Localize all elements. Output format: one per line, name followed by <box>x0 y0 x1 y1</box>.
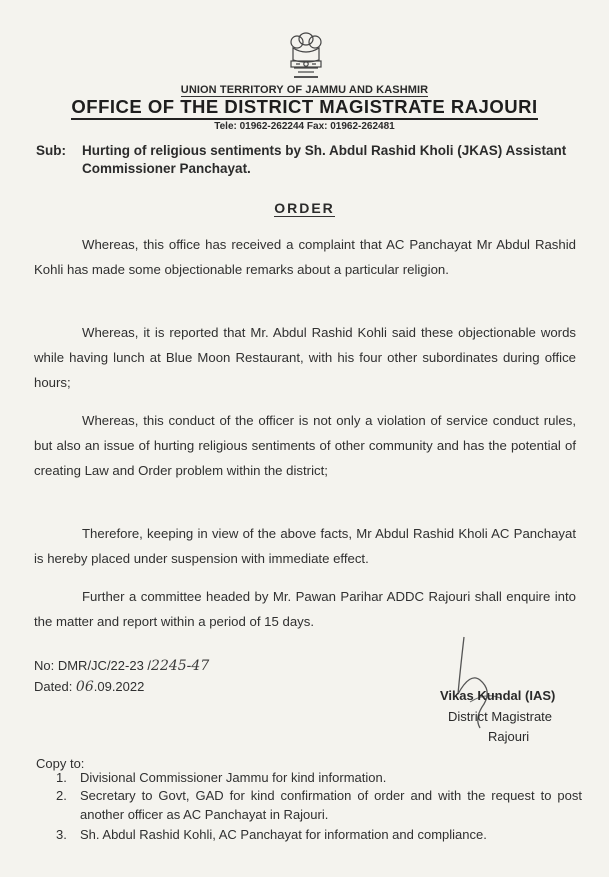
order-heading: ORDER <box>274 200 335 216</box>
signatory-designation: District Magistrate <box>448 709 553 724</box>
paragraph-report: Whereas, it is reported that Mr. Abdul Rashid Kohli said these objectionable words while having lunch at Blue Moon Restaurant, with his four other subordinates during office hours; <box>34 325 576 390</box>
signatory-name: Vikas Kundal (IAS) <box>440 688 556 703</box>
handwritten-day: 06 <box>75 679 94 695</box>
signature-mark <box>440 632 520 742</box>
office-title: OFFICE OF THE DISTRICT MAGISTRATE RAJOURI <box>0 96 609 118</box>
paragraph-conduct: Whereas, this conduct of the officer is not only a violation of service conduct rules, but also an issue of hurting religious sentiments of other community and has the potential of creating Law and Order problem within the district; <box>34 413 576 478</box>
signatory-place: Rajouri <box>488 729 530 744</box>
handwritten-number: 2245-47 <box>151 658 210 674</box>
subject-label: Sub: <box>36 143 66 158</box>
union-territory-line: UNION TERRITORY OF JAMMU AND KASHMIR <box>180 84 429 96</box>
order-document: UNION TERRITORY OF JAMMU AND KASHMIR OFFICE OF THE DISTRICT MAGISTRATE RAJOURI Tele: 01962-262244 Fax: 01962-262481 Sub: Hurting of religious sentiments by Sh. Abdul Rashid Kholi (JKAS) Assistant Commissioner Panchayat. ORDER Whereas, this office has received a complaint that AC Panchayat Mr Abdul Rashid Kohli has made some objectionable remarks about a particular religion. Whereas, it is reported that Mr. Abdul Rashid Kohli said these objectionable words while having lunch at Blue Moon Restaurant, with his four other subordinates during office hours; Whereas, this conduct of the officer is not only a violation of service conduct rules, but also an issue of hurting religious sentiments of other community and has the potential of creating Law and Order problem within the district; Therefore, keeping in view of the above facts, Mr Abdul Rashid Kholi AC Panchayat is hereby placed under suspension with immediate effect. Further a committee headed by Mr. Pawan Parihar ADDC Rajouri shall enquire into the matter and report within a period of 15 days. No: DMR/JC/22-23 /2245-47 Dated: 06.09.2022 Vikas Kundal (IAS) District Magistrate Rajouri Copy to: 1. Divisional Commissioner Jammu for kind information. 2. Secretary to Govt, GAD for kind confirmation of order and with the request to post another officer as AC Panchayat in Rajouri. 3. Sh. Abdul Rashid Kohli, AC Panchayat for information and compliance. <box>0 0 609 877</box>
paragraph-suspension: Therefore, keeping in view of the above facts, Mr Abdul Rashid Kholi AC Panchayat is hereby placed under suspension with immediate effect. <box>34 526 576 566</box>
paragraph-committee: Further a committee headed by Mr. Pawan Parihar ADDC Rajouri shall enquire into the matter and report within a period of 15 days. <box>34 589 576 629</box>
national-emblem-icon <box>284 30 328 82</box>
contact-line: Tele: 01962-262244 Fax: 01962-262481 <box>214 121 395 132</box>
reference-date: Dated: 06.09.2022 <box>34 679 145 695</box>
subject-text: Hurting of religious sentiments by Sh. Abdul Rashid Kholi (JKAS) Assistant Commissioner Panchayat. <box>82 143 567 176</box>
reference-number: No: DMR/JC/22-23 /2245-47 <box>34 658 210 674</box>
paragraph-complaint: Whereas, this office has received a complaint that AC Panchayat Mr Abdul Rashid Kohli has made some objectionable remarks about a particular religion. <box>34 237 576 277</box>
copy-to-label: Copy to: <box>36 756 85 771</box>
